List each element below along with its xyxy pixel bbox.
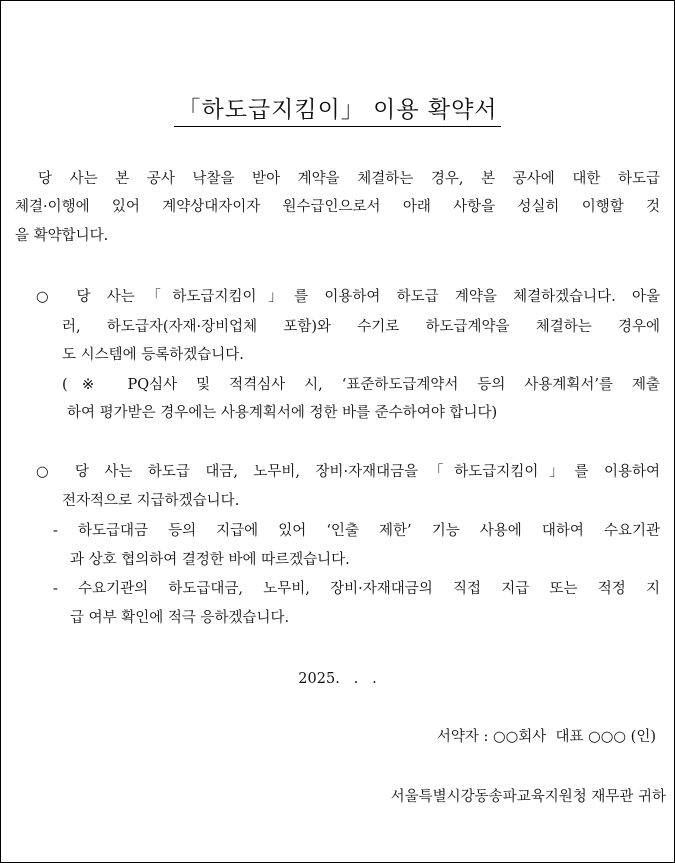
- item2-sub2-line-2: 급 여부 확인에 적극 응하겠습니다.: [70, 610, 290, 626]
- intro-line-3: 을 확약합니다.: [15, 228, 109, 244]
- item1-line-1: ○ 당 사는「하도급지킴이」를 이용하여 하도급 계약을 체결하겠습니다. 아울: [36, 289, 660, 305]
- document-title-block: [1, 91, 674, 127]
- signer-line: 서약자 : ○○회사 대표 ○○○ (인): [436, 729, 656, 745]
- item1-note-line-2: 하여 평가받은 경우에는 사용계획서에 정한 바를 준수하여야 합니다): [67, 405, 498, 421]
- intro-line-2: 체결·이행에 있어 계약상대자이자 원수급인으로서 아래 사항을 성실히 이행할 것: [15, 199, 660, 215]
- item1-note-line-1: (※ PQ심사 및 적격심사 시, ‘표준하도급계약서 등의 사용계획서’를 제출: [62, 377, 660, 393]
- intro-line-1: 당 사는 본 공사 낙찰을 받아 계약을 체결하는 경우, 본 공사에 대한 하도급: [38, 171, 660, 187]
- item2-line-2: 전자적으로 지급하겠습니다.: [62, 493, 240, 509]
- recipient-line: 서울특별시강동송파교육지원청 재무관 귀하: [390, 789, 666, 805]
- item1-line-2: 러, 하도급자(자재·장비업체 포함)와 수기로 하도급계약을 체결하는 경우에: [62, 319, 660, 335]
- item2-sub1-line-2: 과 상호 협의하여 결정한 바에 따르겠습니다.: [70, 552, 350, 568]
- item2-sub1-line-1: - 하도급대금 등의 지급에 있어 ‘인출 제한’ 기능 사용에 대하여 수요기관: [53, 523, 660, 539]
- pledge-date: 2025. . .: [298, 671, 377, 687]
- item2-line-1: ○ 당 사는 하도급 대금, 노무비, 장비·자재대금을「하도급지킴이」를 이용하여: [36, 464, 660, 480]
- document-title: 「하도급지킴이」 이용 확약서: [174, 91, 500, 127]
- item1-line-3: 도 시스템에 등록하겠습니다.: [62, 347, 244, 363]
- item2-sub2-line-1: - 수요기관의 하도급대금, 노무비, 장비·자재대금의 직접 지급 또는 적정 지: [53, 581, 660, 597]
